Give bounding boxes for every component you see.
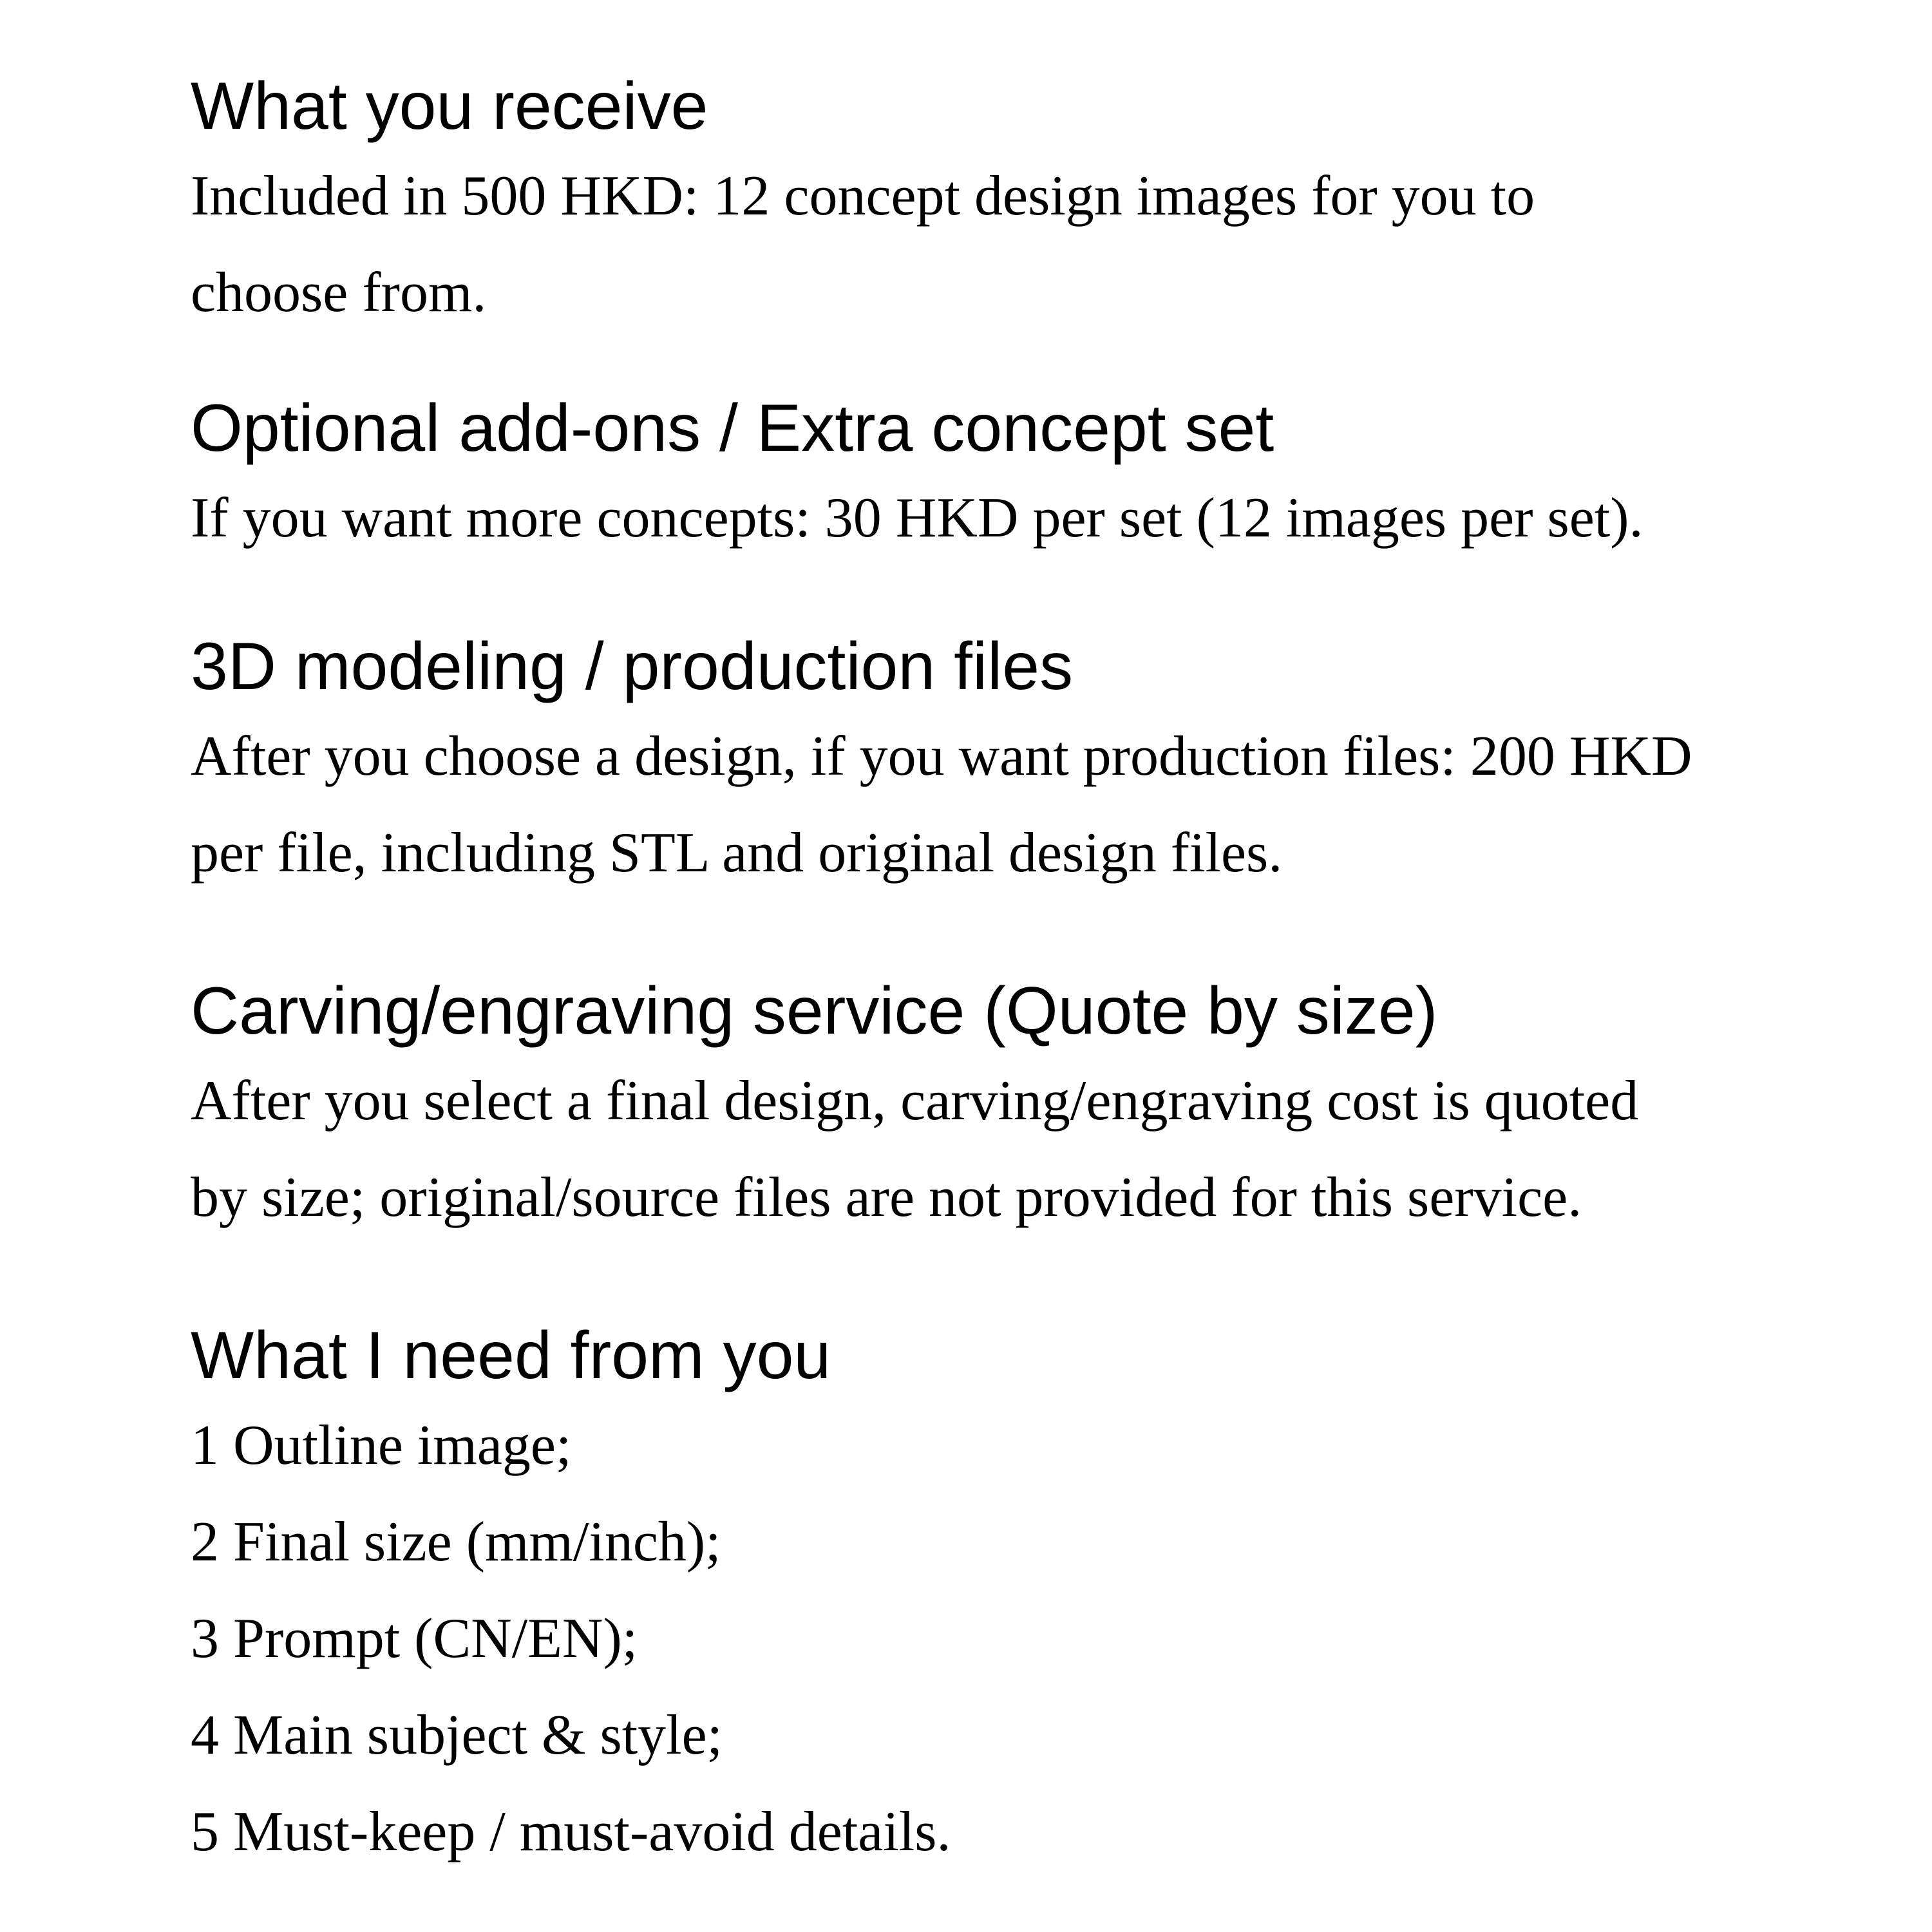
body-line: by size; original/source files are not provided for this service.	[191, 1166, 1582, 1229]
section-body	[191, 708, 1692, 902]
body-line: Included in 500 HKD: 12 concept design images for you to	[191, 165, 1535, 227]
body-line: per file, including STL and original design files.	[191, 822, 1283, 884]
section-what-i-need	[191, 1314, 951, 1880]
section-heading: What I need from you	[191, 1318, 831, 1393]
section-heading: What you receive	[191, 69, 708, 144]
list-item: 1 Outline image;	[191, 1414, 572, 1477]
list-item: 5 Must-keep / must-avoid details.	[191, 1801, 951, 1863]
section-optional-add-ons	[191, 386, 1643, 567]
section-what-you-receive	[191, 64, 1535, 341]
section-carving-engraving	[191, 969, 1638, 1246]
section-body	[191, 1053, 1638, 1246]
list-item: 2 Final size (mm/inch);	[191, 1511, 721, 1573]
section-heading: Carving/engraving service (Quote by size)	[191, 974, 1438, 1048]
section-3d-modeling	[191, 625, 1692, 902]
body-line: If you want more concepts: 30 HKD per set (12 images per set).	[191, 487, 1643, 549]
section-heading: 3D modeling / production files	[191, 629, 1074, 704]
body-line: choose from.	[191, 261, 487, 324]
section-body	[191, 148, 1535, 341]
list-item: 3 Prompt (CN/EN);	[191, 1607, 638, 1670]
body-line: After you select a final design, carving/engraving cost is quoted	[191, 1070, 1639, 1132]
requirements-list	[191, 1397, 951, 1880]
list-item: 4 Main subject & style;	[191, 1704, 723, 1766]
section-heading: Optional add-ons / Extra concept set	[191, 391, 1274, 466]
section-body	[191, 470, 1643, 567]
body-line: After you choose a design, if you want production files: 200 HKD	[191, 725, 1692, 788]
